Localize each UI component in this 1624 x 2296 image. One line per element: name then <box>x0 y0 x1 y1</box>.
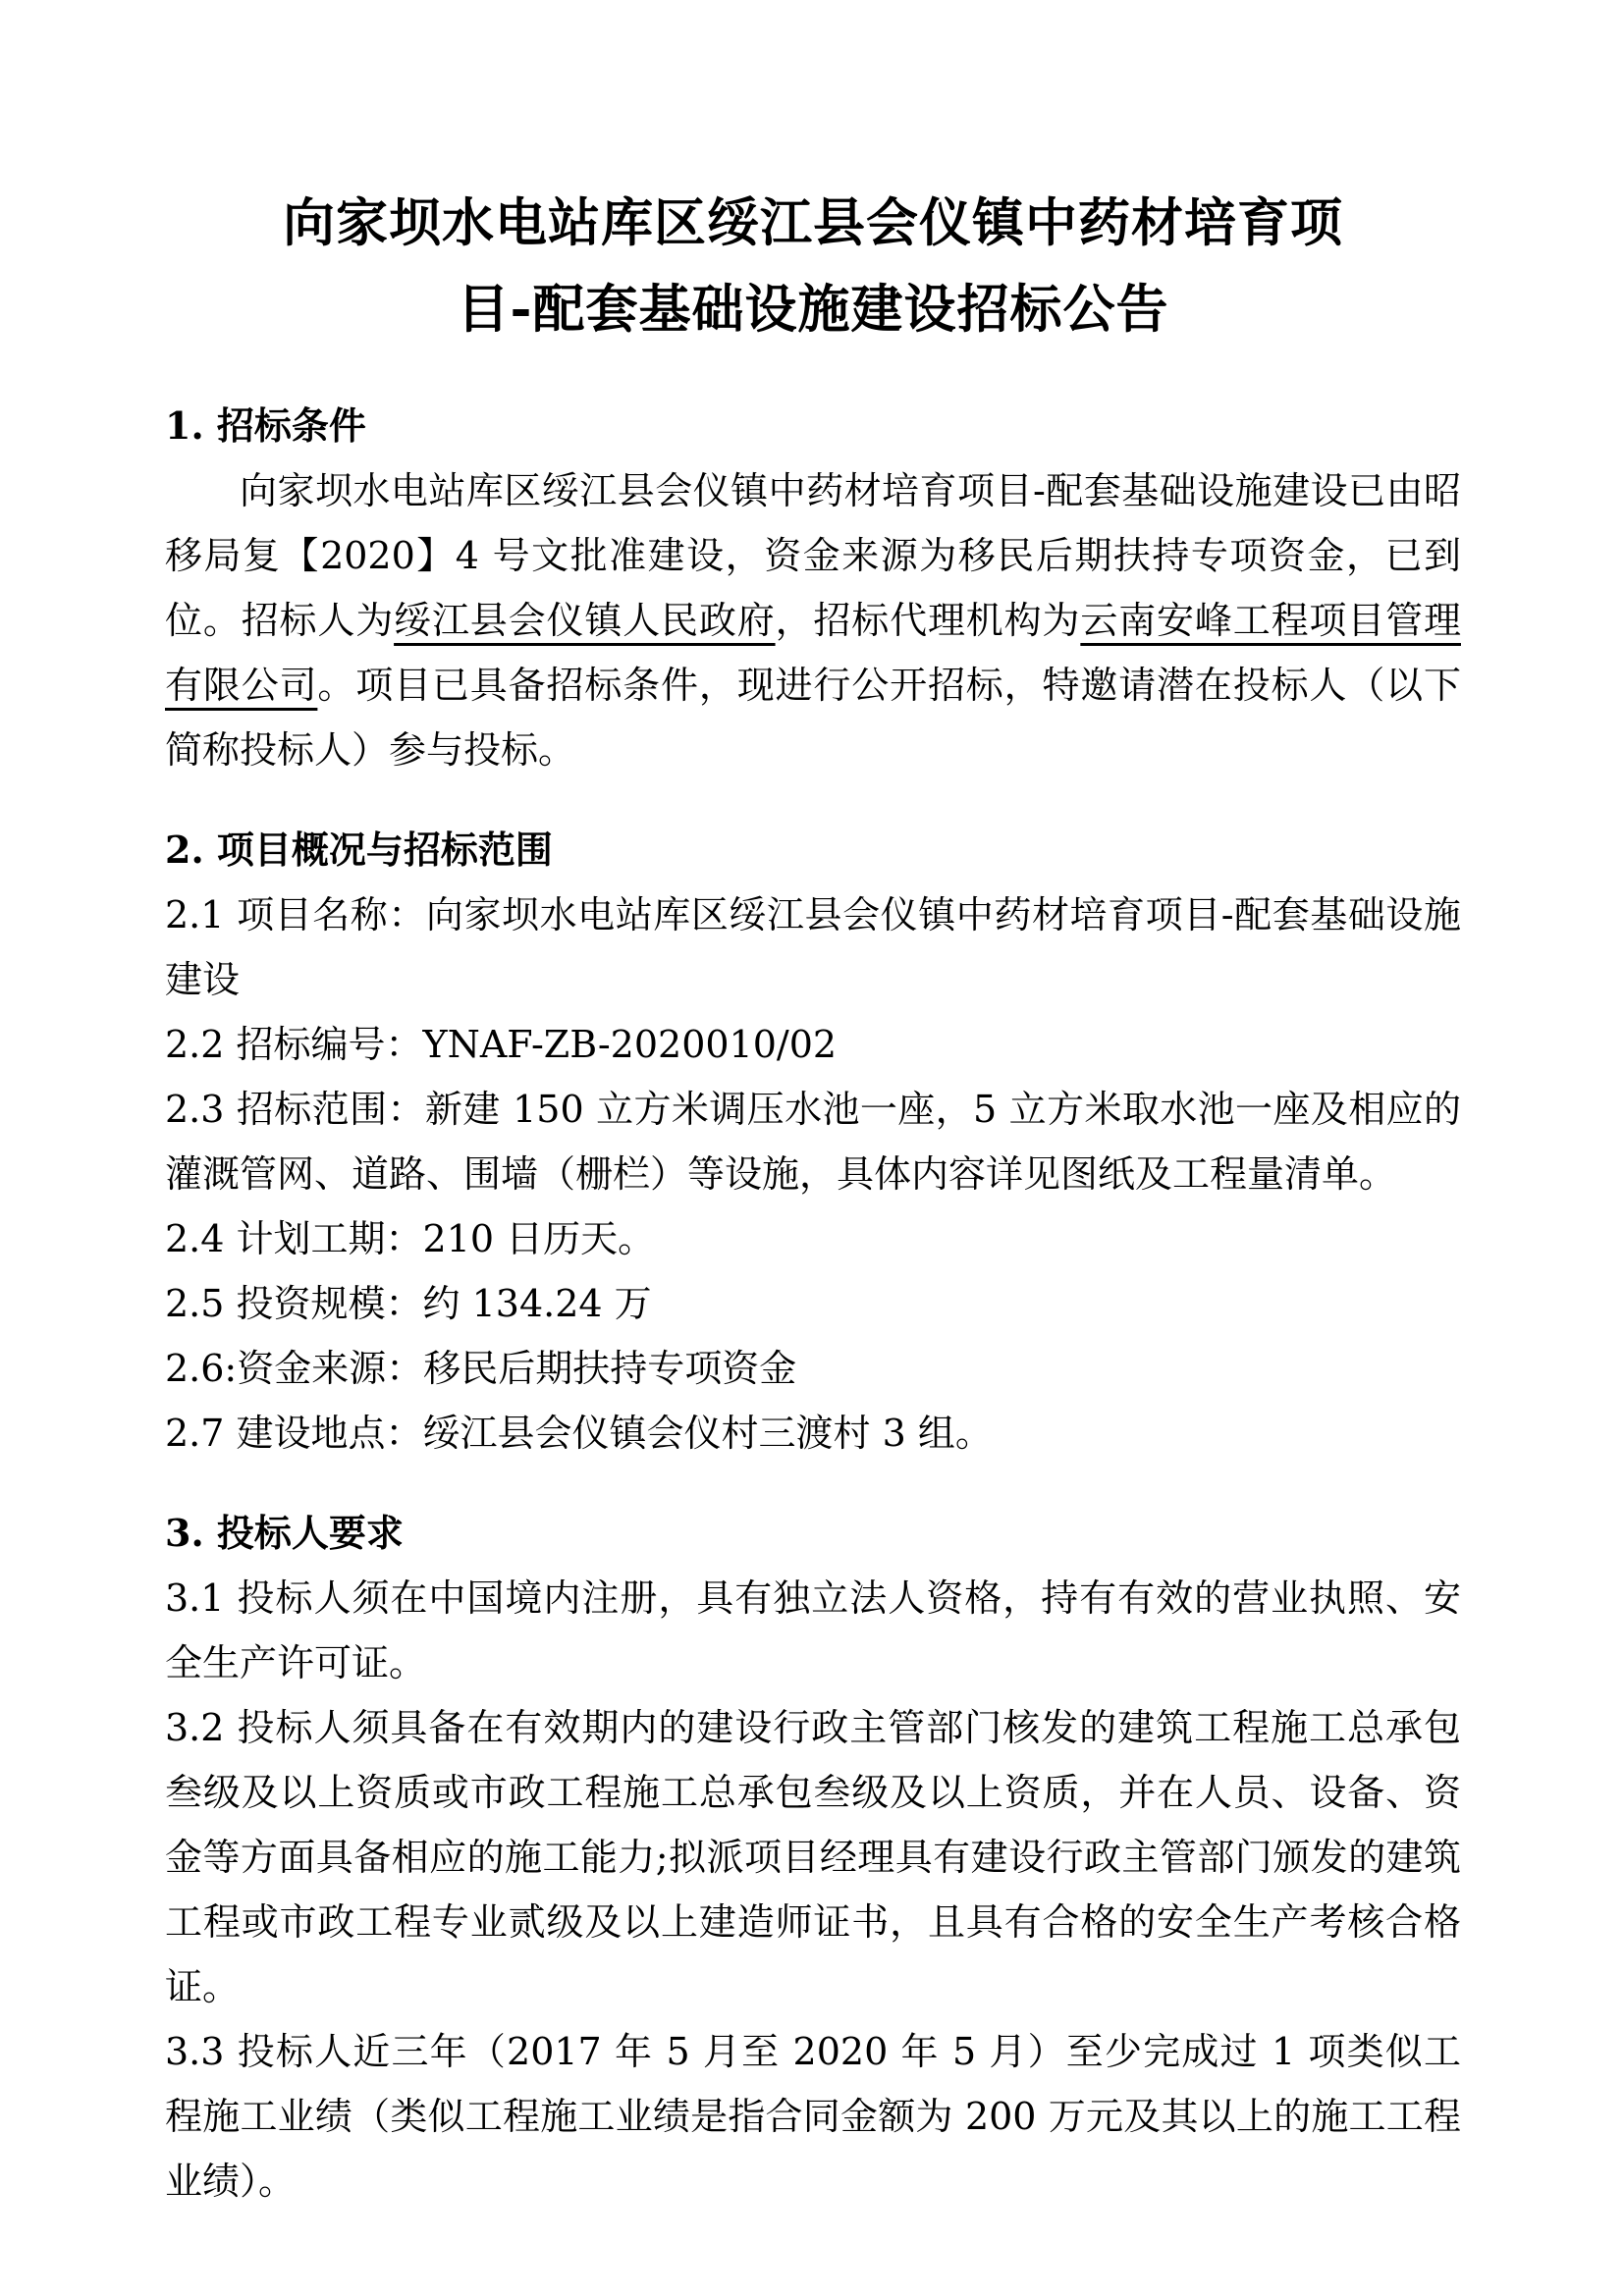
section-heading-tender-conditions: 1. 招标条件 <box>165 403 366 448</box>
paragraph-funding-source: 2.6:资金来源：移民后期扶持专项资金 <box>165 1347 797 1390</box>
paragraph-project-name: 2.1 项目名称：向家坝水电站库区绥江县会仪镇中药材培育项目-配套基础设施建设 <box>165 893 1461 1001</box>
paragraph-bidder-registration: 3.1 投标人须在中国境内注册，具有独立法人资格，持有有效的营业执照、安全生产许可证。 <box>165 1576 1461 1684</box>
text-run: 。项目已具备招标条件，现进行公开招标，特邀请潜在投标人（以下简称投标人）参与投标。 <box>165 664 1461 772</box>
underlined-text-run: 云南安峰工程项目管理有限公司 <box>165 599 1461 707</box>
document-title <box>165 0 1461 352</box>
paragraph-planned-duration: 2.4 计划工期：210 日历天。 <box>165 1217 656 1260</box>
paragraph-bidder-qualification: 3.2 投标人须具备在有效期内的建设行政主管部门核发的建筑工程施工总承包叁级及以上资质或市政工程施工总承包叁级及以上资质，并在人员、设备、资金等方面具备相应的施工能力;拟派项目经理具有建设行政主管部门颁发的建筑工程或市政工程专业贰级及以上建造师证书，且具有合格的安全生产考核合格证。 <box>165 1706 1461 2008</box>
document-title-line-2: 目-配套基础设施建设招标公告 <box>457 279 1169 340</box>
section-heading-bidder-requirements: 3. 投标人要求 <box>165 1511 404 1555</box>
section-heading-project-overview: 2. 项目概况与招标范围 <box>165 828 553 872</box>
paragraph-investment-scale: 2.5 投资规模：约 134.24 万 <box>165 1282 652 1325</box>
text-run: 向家坝水电站库区绥江县会仪镇中药材培育项目-配套基础设施建设已由昭移局复【2020】4 号文批准建设，资金来源为移民后期扶持专项资金，已到位。招标人为 <box>165 469 1461 642</box>
paragraph-tender-number: 2.2 招标编号：YNAF-ZB-2020010/02 <box>165 1023 838 1066</box>
underlined-text-run: 绥江县会仪镇人民政府 <box>394 599 776 642</box>
document-title-line-1: 向家坝水电站库区绥江县会仪镇中药材培育项 <box>283 192 1343 253</box>
paragraph-construction-site: 2.7 建设地点：绥江县会仪镇会仪村三渡村 3 组。 <box>165 1412 993 1455</box>
paragraph-bidder-track-record: 3.3 投标人近三年（2017 年 5 月至 2020 年 5 月）至少完成过 1 项类似工程施工业绩（类似工程施工业绩是指合同金额为 200 万元及其以上的施工工程业绩）。 <box>165 2030 1461 2203</box>
paragraph-tender-conditions <box>165 458 1461 782</box>
paragraph-tender-scope: 2.3 招标范围：新建 150 立方米调压水池一座，5 立方米取水池一座及相应的灌溉管网、道路、围墙（栅栏）等设施，具体内容详见图纸及工程量清单。 <box>165 1088 1461 1196</box>
text-run: ，招标代理机构为 <box>775 599 1081 642</box>
